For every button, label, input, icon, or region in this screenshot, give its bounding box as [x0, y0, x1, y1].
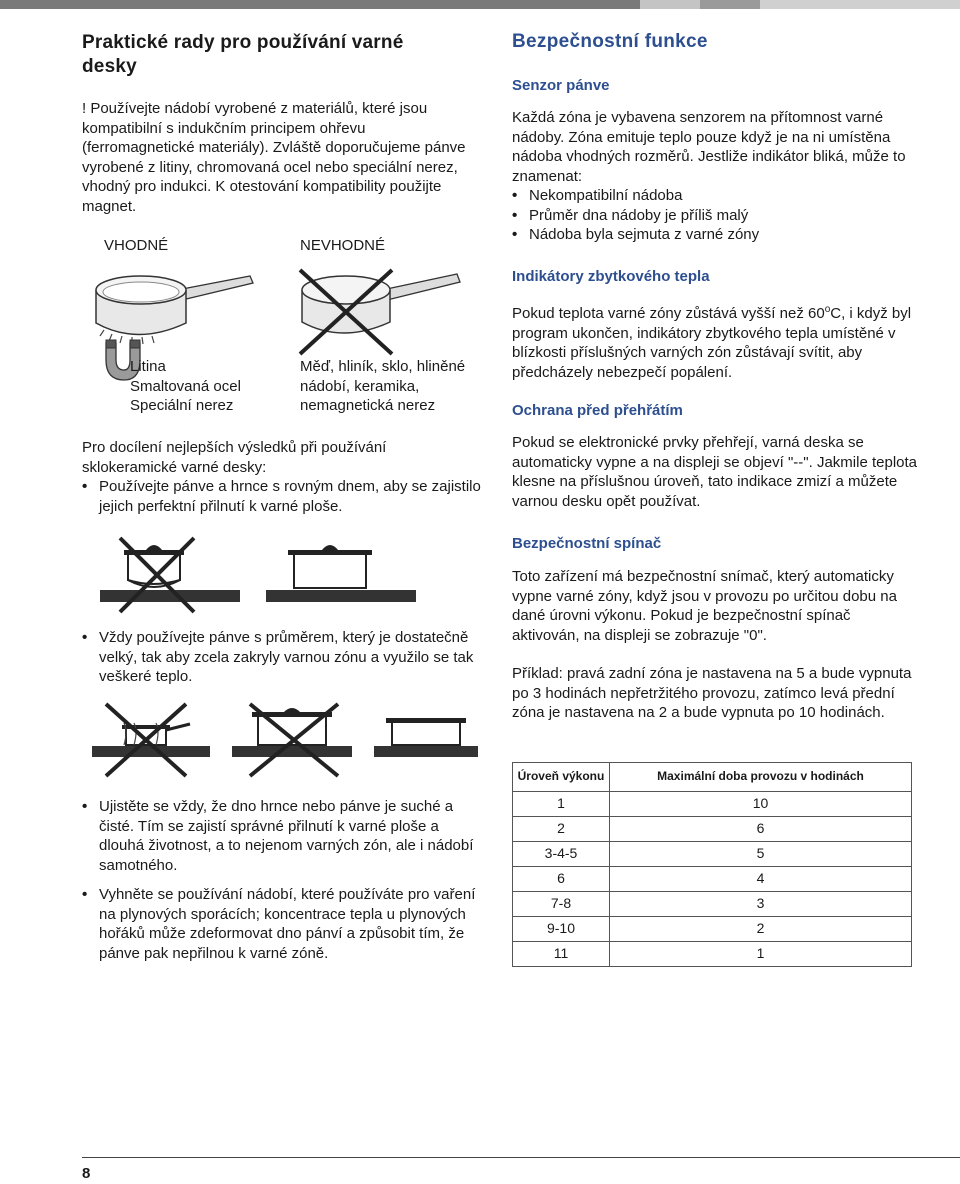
power-level-table — [512, 762, 912, 967]
pan-size-illustration — [90, 700, 480, 780]
sensor-bullet: • Nádoba byla sejmuta z varné zóny — [512, 225, 912, 245]
bullet-dry-clean: • Ujistěte se vždy, že dno hrnce nebo pánve je suché a čisté. Tím se zajistí správné přilnutí k varné ploše a dlouhá životnost, a to nejenom varných zón, ale i nádobí samotného. — [82, 797, 482, 875]
degree-sign: o — [824, 304, 831, 315]
cell-hours: 6 — [610, 817, 912, 842]
table-row — [513, 842, 912, 867]
suitable-materials — [130, 357, 241, 416]
care-list — [82, 797, 482, 963]
sensor-heading: Senzor pánve — [512, 77, 610, 94]
material-enamel-steel: Smaltovaná ocel — [130, 377, 241, 395]
intro-paragraph: ! Používejte nádobí vyrobené z materiálů, které jsou kompatibilní s indukčním principem ohřevu (ferromagnetické materiály). Zvláště doporučujeme pánve vyrobené z litiny, chromovaná ocel nebo speciální nerez, vhodný pro indukci. K otestování kompatibility použijte magnet. — [82, 100, 466, 215]
residual-heading: Indikátory zbytkového tepla — [512, 268, 710, 285]
cell-level: 7-8 — [513, 892, 610, 917]
overheat-text: Pokud se elektronické prvky přehřejí, varná deska se automaticky vypne a na displeji se objeví "--". Jakmile teplota klesne na příslušnou úroveň, tato indikace zmizí a můžete varnou desku opět používat. — [512, 434, 918, 510]
table-row — [513, 917, 912, 942]
unsuitable-pan-illustration — [292, 262, 472, 362]
switch-text: Toto zařízení má bezpečnostní snímač, který automaticky vypne varné zóny, když jsou v provozu po určitou dobu na dané úrovni výkonu. Pokud je bezpečnostní spínač aktivován, na displeji se zobrazuje "0". — [512, 568, 897, 644]
cell-level: 11 — [513, 942, 610, 967]
cell-hours: 4 — [610, 867, 912, 892]
residual-text-part1: Pokud teplota varné zóny zůstává vyšší než 60 — [512, 305, 825, 322]
header-max-duration: Maximální doba provozu v hodinách — [610, 763, 912, 792]
cell-level: 3-4-5 — [513, 842, 610, 867]
sensor-bullets — [512, 186, 912, 245]
material-special-stainless: Speciální nerez — [130, 397, 234, 414]
table-header-row — [513, 763, 912, 792]
cell-hours: 2 — [610, 917, 912, 942]
flat-bottom-list — [82, 477, 482, 516]
table-row — [513, 892, 912, 917]
right-column — [512, 0, 922, 1000]
residual-text — [512, 300, 917, 382]
right-title: Bezpečnostní funkce — [512, 31, 708, 52]
table-row — [513, 942, 912, 967]
bullet-gas-cookware: • Vyhněte se používání nádobí, které používáte pro vaření na plynových sporácích; koncentrace tepla u plynových hořáků může zdeformovat dno pánví a způsobit tím, že pánve pak nepřilnou k varné zóně. — [82, 885, 482, 963]
cell-level: 9-10 — [513, 917, 610, 942]
unsuitable-label: NEVHODNÉ — [300, 237, 386, 254]
cell-level: 6 — [513, 867, 610, 892]
sensor-bullet: • Průměr dna nádoby je příliš malý — [512, 206, 912, 226]
cell-hours: 1 — [610, 942, 912, 967]
cell-level: 1 — [513, 792, 610, 817]
cell-hours: 3 — [610, 892, 912, 917]
table-row — [513, 817, 912, 842]
header-power-level: Úroveň výkonu — [513, 763, 610, 792]
flat-bottom-illustration — [98, 532, 458, 617]
diameter-list — [82, 628, 482, 687]
suitable-label: VHODNÉ — [104, 237, 169, 254]
unsuitable-materials: Měď, hliník, sklo, hliněné nádobí, keramika, nemagnetická nerez — [300, 358, 466, 414]
page-number: 8 — [82, 1165, 91, 1182]
bullet-flat-bottom: • Používejte pánve a hrnce s rovným dnem, aby se zajistilo jejich perfektní přilnutí k varné ploše. — [82, 477, 482, 516]
material-cast-iron: Litina — [130, 358, 166, 375]
residual-text-part2: C, i když byl program ukončen, indikátory zbytkového tepla umístěné v blízkosti příslušných varných zón zůstávají svítit, aby předcházely nebezpečí popálení. — [512, 305, 912, 381]
table-row — [513, 792, 912, 817]
best-results-intro: Pro docílení nejlepších výsledků při používání sklokeramické varné desky: — [82, 439, 387, 476]
switch-heading: Bezpečnostní spínač — [512, 535, 662, 552]
sensor-text: Každá zóna je vybavena senzorem na přítomnost varné nádoby. Zóna emituje teplo pouze když je na ni umístěna nádoba vhodných rozměrů. Jestliže indikátor bliká, může to znamenat: — [512, 109, 906, 185]
footer-rule — [82, 1157, 960, 1158]
sensor-bullet: • Nekompatibilní nádoba — [512, 186, 912, 206]
cell-hours: 10 — [610, 792, 912, 817]
overheat-heading: Ochrana před přehřátím — [512, 402, 683, 419]
table-row — [513, 867, 912, 892]
cell-hours: 5 — [610, 842, 912, 867]
left-column — [82, 0, 482, 1000]
switch-example: Příklad: pravá zadní zóna je nastavena na 5 a bude vypnuta po 3 hodinách nepřetržitého provozu, zatímco levá přední zóna je nastavena na 2 a bude vypnuta po 10 hodinách. — [512, 665, 912, 721]
bullet-diameter: • Vždy používejte pánve s průměrem, který je dostatečně velký, tak aby zcela zakryly varnou zónu a využilo se tak veškeré teplo. — [82, 628, 482, 687]
left-title: Praktické rady pro používání varné desky — [82, 32, 404, 77]
cell-level: 2 — [513, 817, 610, 842]
